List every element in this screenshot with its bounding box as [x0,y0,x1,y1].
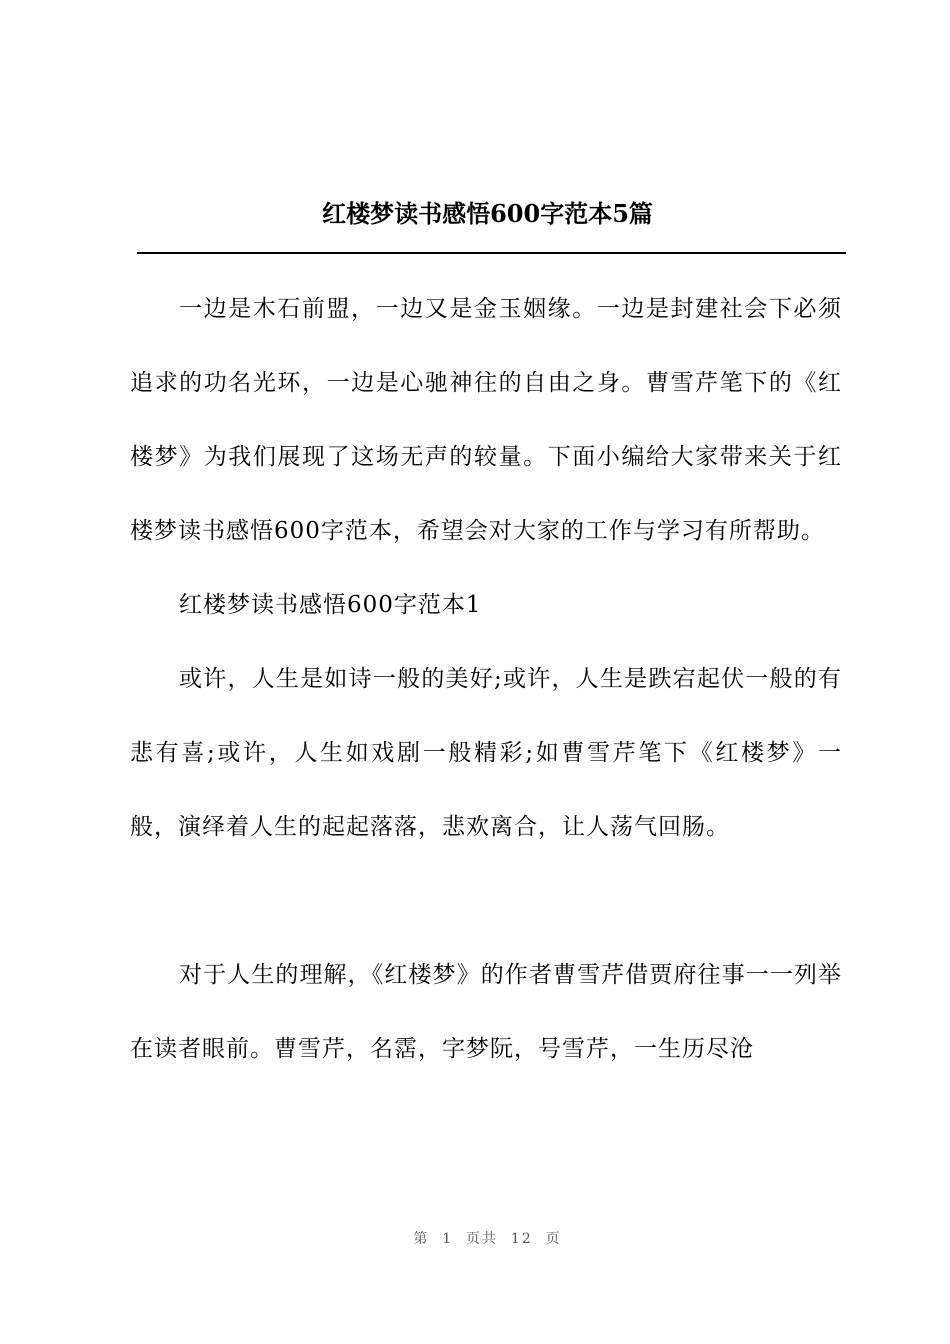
body-paragraph: 或许，人生是如诗一般的美好;或许，人生是跌宕起伏一般的有悲有喜;或许，人生如戏剧一般精彩;如曹雪芹笔下《红楼梦》一般，演绎着人生的起起落落，悲欢离合，让人荡气回肠。 [130,666,842,840]
intro-paragraph: 一边是木石前盟，一边又是金玉姻缘。一边是封建社会下必须追求的功名光环，一边是心驰神往的自由之身。曹雪芹笔下的《红楼梦》为我们展现了这场无声的较量。下面小编给大家带来关于红楼梦读书感悟600字范本，希望会对大家的工作与学习有所帮助。 [130,296,842,544]
document-title: 红楼梦读书感悟600字范本5篇 [322,199,653,228]
page-footer: 第 1 页共 12 页 [413,1231,562,1247]
document-body [130,272,842,1086]
section-heading: 红楼梦读书感悟600字范本1 [179,592,482,618]
title-divider [137,252,846,254]
body-paragraph: 对于人生的理解，《红楼梦》的作者曹雪芹借贾府往事一一列举在读者眼前。曹雪芹，名霑，字梦阮，号雪芹，一生历尽沧 [130,962,842,1062]
